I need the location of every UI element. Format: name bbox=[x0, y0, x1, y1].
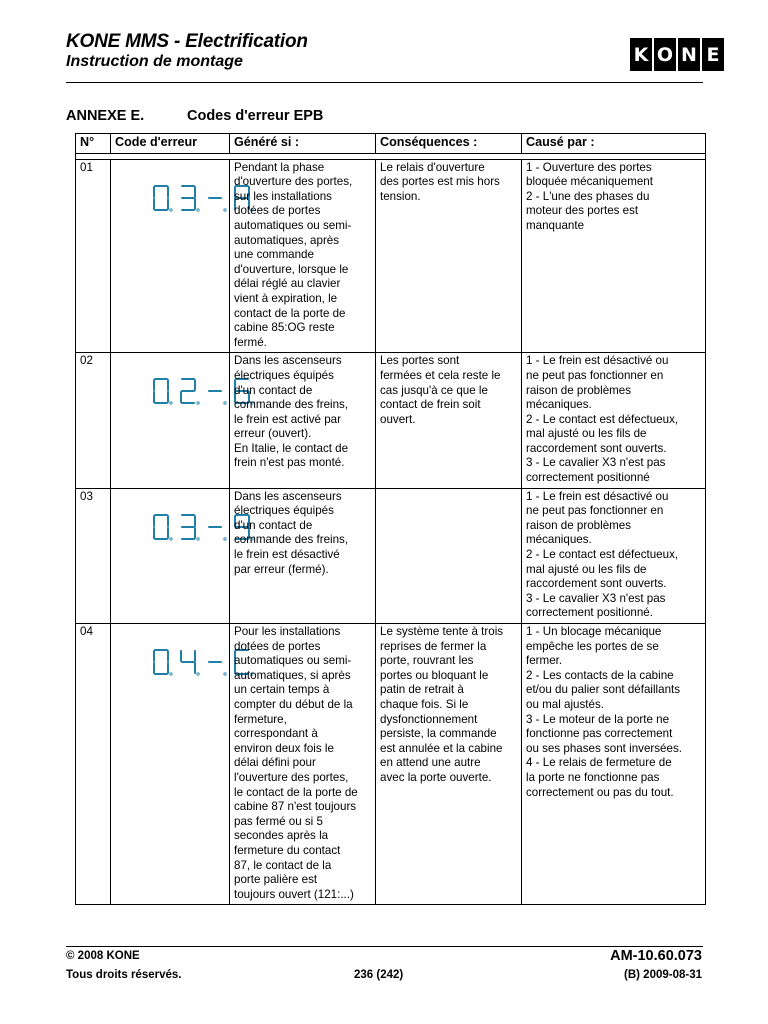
generated-if-text: Dans les ascenseurs électriques équipés d'un contact de commande des freins, le frein est désactivé par erreur (fermé). bbox=[230, 488, 376, 623]
annex-label: ANNEXE E. bbox=[66, 108, 145, 124]
decimal-point bbox=[170, 673, 172, 675]
caused-by-text: 1 - Ouverture des portes bloquée mécaniquement 2 - L'une des phases du moteur des portes est manquante bbox=[522, 159, 706, 353]
generated-if-text: Pendant la phase d'ouverture des portes, sur les installations dotées de portes automatiques ou semi- automatiques, après une commande d'ouverture, lorsque le délai réglé au clavier vient à expiration, le contact de la porte de cabine 85:OG reste fermé. bbox=[230, 159, 376, 353]
footer-copyright: © 2008 KONE bbox=[66, 950, 140, 962]
footer-document-number: AM-10.60.073 bbox=[610, 948, 702, 964]
error-code-cell bbox=[111, 624, 230, 905]
decimal-point bbox=[224, 537, 226, 539]
decimal-point bbox=[170, 537, 172, 539]
footer-rights: Tous droits réservés. bbox=[66, 969, 182, 981]
logo-letter-k: K bbox=[630, 38, 652, 71]
decimal-point bbox=[224, 208, 226, 210]
header-caused-by: Causé par : bbox=[522, 134, 706, 154]
row-number: 04 bbox=[76, 624, 111, 905]
header-number: N° bbox=[76, 134, 111, 154]
table-row bbox=[76, 159, 706, 353]
generated-if-text: Pour les installations dotées de portes automatiques ou semi- automatiques, si après un certain temps à compter du début de la fermeture, correspondant à environ deux fois le délai défini pour l'ouverture des portes, le contact de la porte de cabine 87 n'est toujours pas fermé ou si 5 secondes après la fermeture du contact 87, le contact de la porte palière est toujours ouvert (121:...) bbox=[230, 624, 376, 905]
document-subtitle: Instruction de montage bbox=[66, 53, 243, 70]
decimal-point bbox=[224, 402, 226, 404]
error-code-cell bbox=[111, 159, 230, 353]
header-divider bbox=[66, 82, 703, 83]
kone-logo bbox=[630, 38, 724, 71]
annex-heading bbox=[66, 108, 323, 124]
footer-page-number: 236 (242) bbox=[354, 969, 404, 981]
decimal-point bbox=[224, 673, 226, 675]
table-row bbox=[76, 624, 706, 905]
header-generated-if: Généré si : bbox=[230, 134, 376, 154]
decimal-point bbox=[197, 208, 199, 210]
row-number: 02 bbox=[76, 353, 111, 488]
error-code-cell bbox=[111, 353, 230, 488]
consequences-text: Le système tente à trois reprises de fermer la porte, rouvrant les portes ou bloquant le patin de retrait à chaque fois. Si le dysfonctionnement persiste, la commande est annulée et la cabine en attend une autre avec la porte ouverte. bbox=[376, 624, 522, 905]
caused-by-text: 1 - Un blocage mécanique empêche les portes de se fermer. 2 - Les contacts de la cabine et/ou du palier sont défaillants ou mal ajustés. 3 - Le moteur de la porte ne fonctionne pas correctement ou ses phases sont inversées. 4 - Le relais de fermeture de la porte ne fonctionne pas correctement ou pas du tout. bbox=[522, 624, 706, 905]
caused-by-text: 1 - Le frein est désactivé ou ne peut pas fonctionner en raison de problèmes mécaniques. 2 - Le contact est défectueux, mal ajusté ou les fils de raccordement sont ouverts. 3 - Le cavalier X3 n'est pas correctement positionné bbox=[522, 353, 706, 488]
error-code-cell bbox=[111, 488, 230, 623]
logo-letter-o: O bbox=[654, 38, 676, 71]
table-header-row bbox=[76, 134, 706, 154]
logo-letter-e: E bbox=[702, 38, 724, 71]
consequences-text: Le relais d'ouverture des portes est mis hors tension. bbox=[376, 159, 522, 353]
generated-if-text: Dans les ascenseurs électriques équipés d'un contact de commande des freins, le frein est activé par erreur (ouvert). En Italie, le contact de frein n'est pas monté. bbox=[230, 353, 376, 488]
footer-divider bbox=[66, 946, 703, 947]
row-number: 01 bbox=[76, 159, 111, 353]
table-row bbox=[76, 353, 706, 488]
row-number: 03 bbox=[76, 488, 111, 623]
decimal-point bbox=[170, 208, 172, 210]
table-row bbox=[76, 488, 706, 623]
decimal-point bbox=[197, 673, 199, 675]
document-title: KONE MMS - Electrification bbox=[66, 31, 308, 52]
decimal-point bbox=[197, 537, 199, 539]
footer-revision: (B) 2009-08-31 bbox=[624, 969, 702, 981]
consequences-text bbox=[376, 488, 522, 623]
logo-letter-n: N bbox=[678, 38, 700, 71]
consequences-text: Les portes sont fermées et cela reste le cas jusqu'à ce que le contact de frein soit ouvert. bbox=[376, 353, 522, 488]
annex-title: Codes d'erreur EPB bbox=[187, 108, 324, 124]
header-error-code: Code d'erreur bbox=[111, 134, 230, 154]
decimal-point bbox=[170, 402, 172, 404]
decimal-point bbox=[197, 402, 199, 404]
header-consequences: Conséquences : bbox=[376, 134, 522, 154]
error-codes-table bbox=[75, 133, 706, 905]
caused-by-text: 1 - Le frein est désactivé ou ne peut pas fonctionner en raison de problèmes mécaniques. 2 - Le contact est défectueux, mal ajusté ou les fils de raccordement sont ouverts. 3 - Le cavalier X3 n'est pas correctement positionné. bbox=[522, 488, 706, 623]
